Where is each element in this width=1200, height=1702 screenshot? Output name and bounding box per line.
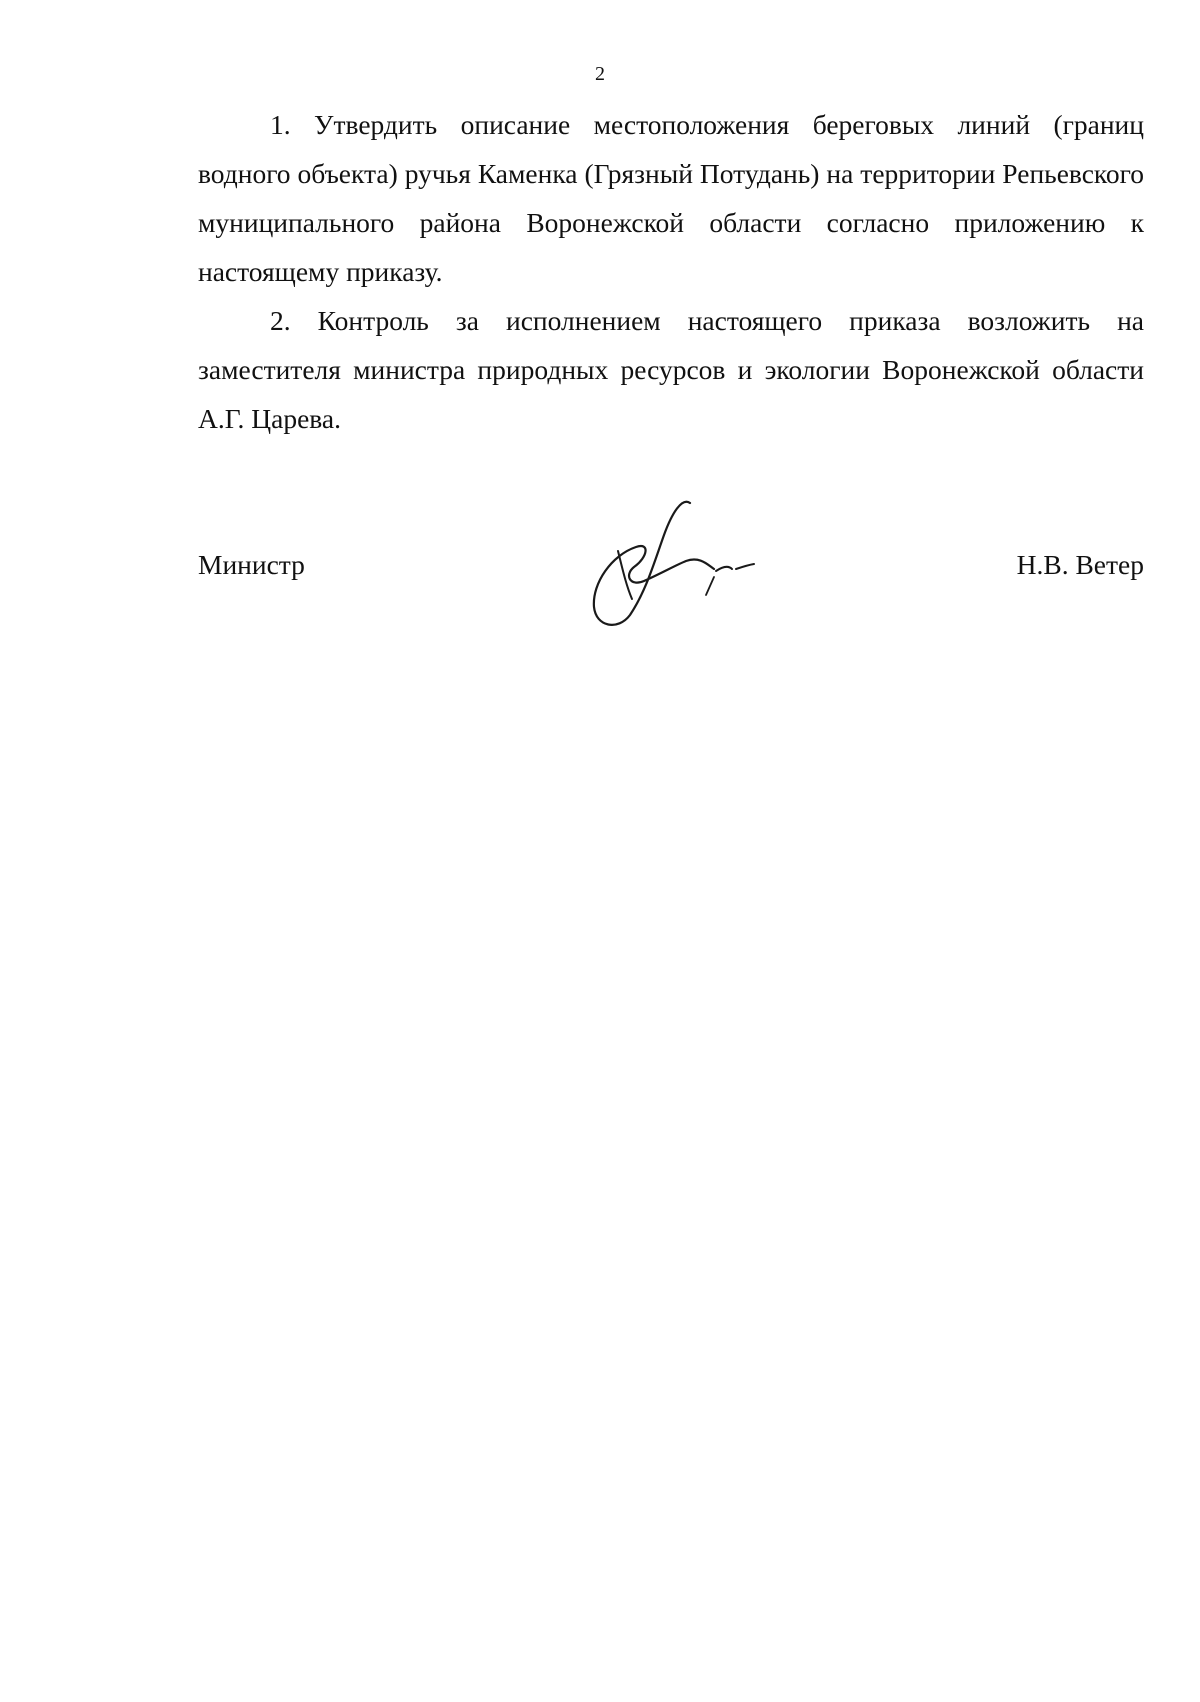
- document-body: [198, 100, 1144, 443]
- paragraph-1: 1. Утвердить описание местоположения береговых линий (границ водного объекта) ручья Каменка (Грязный Потудань) на территории Репьевского муниципального района Воронежской области согласно приложению к настоящему приказу.: [198, 109, 1144, 287]
- page-number: 2: [595, 63, 605, 85]
- signatory-title: Министр: [198, 549, 305, 580]
- handwritten-signature: [590, 495, 760, 630]
- signatory-name: Н.В. Ветер: [1016, 549, 1144, 580]
- paragraph-2: 2. Контроль за исполнением настоящего приказа возложить на заместителя министра природных ресурсов и экологии Воронежской области А.Г. Царева.: [198, 305, 1144, 434]
